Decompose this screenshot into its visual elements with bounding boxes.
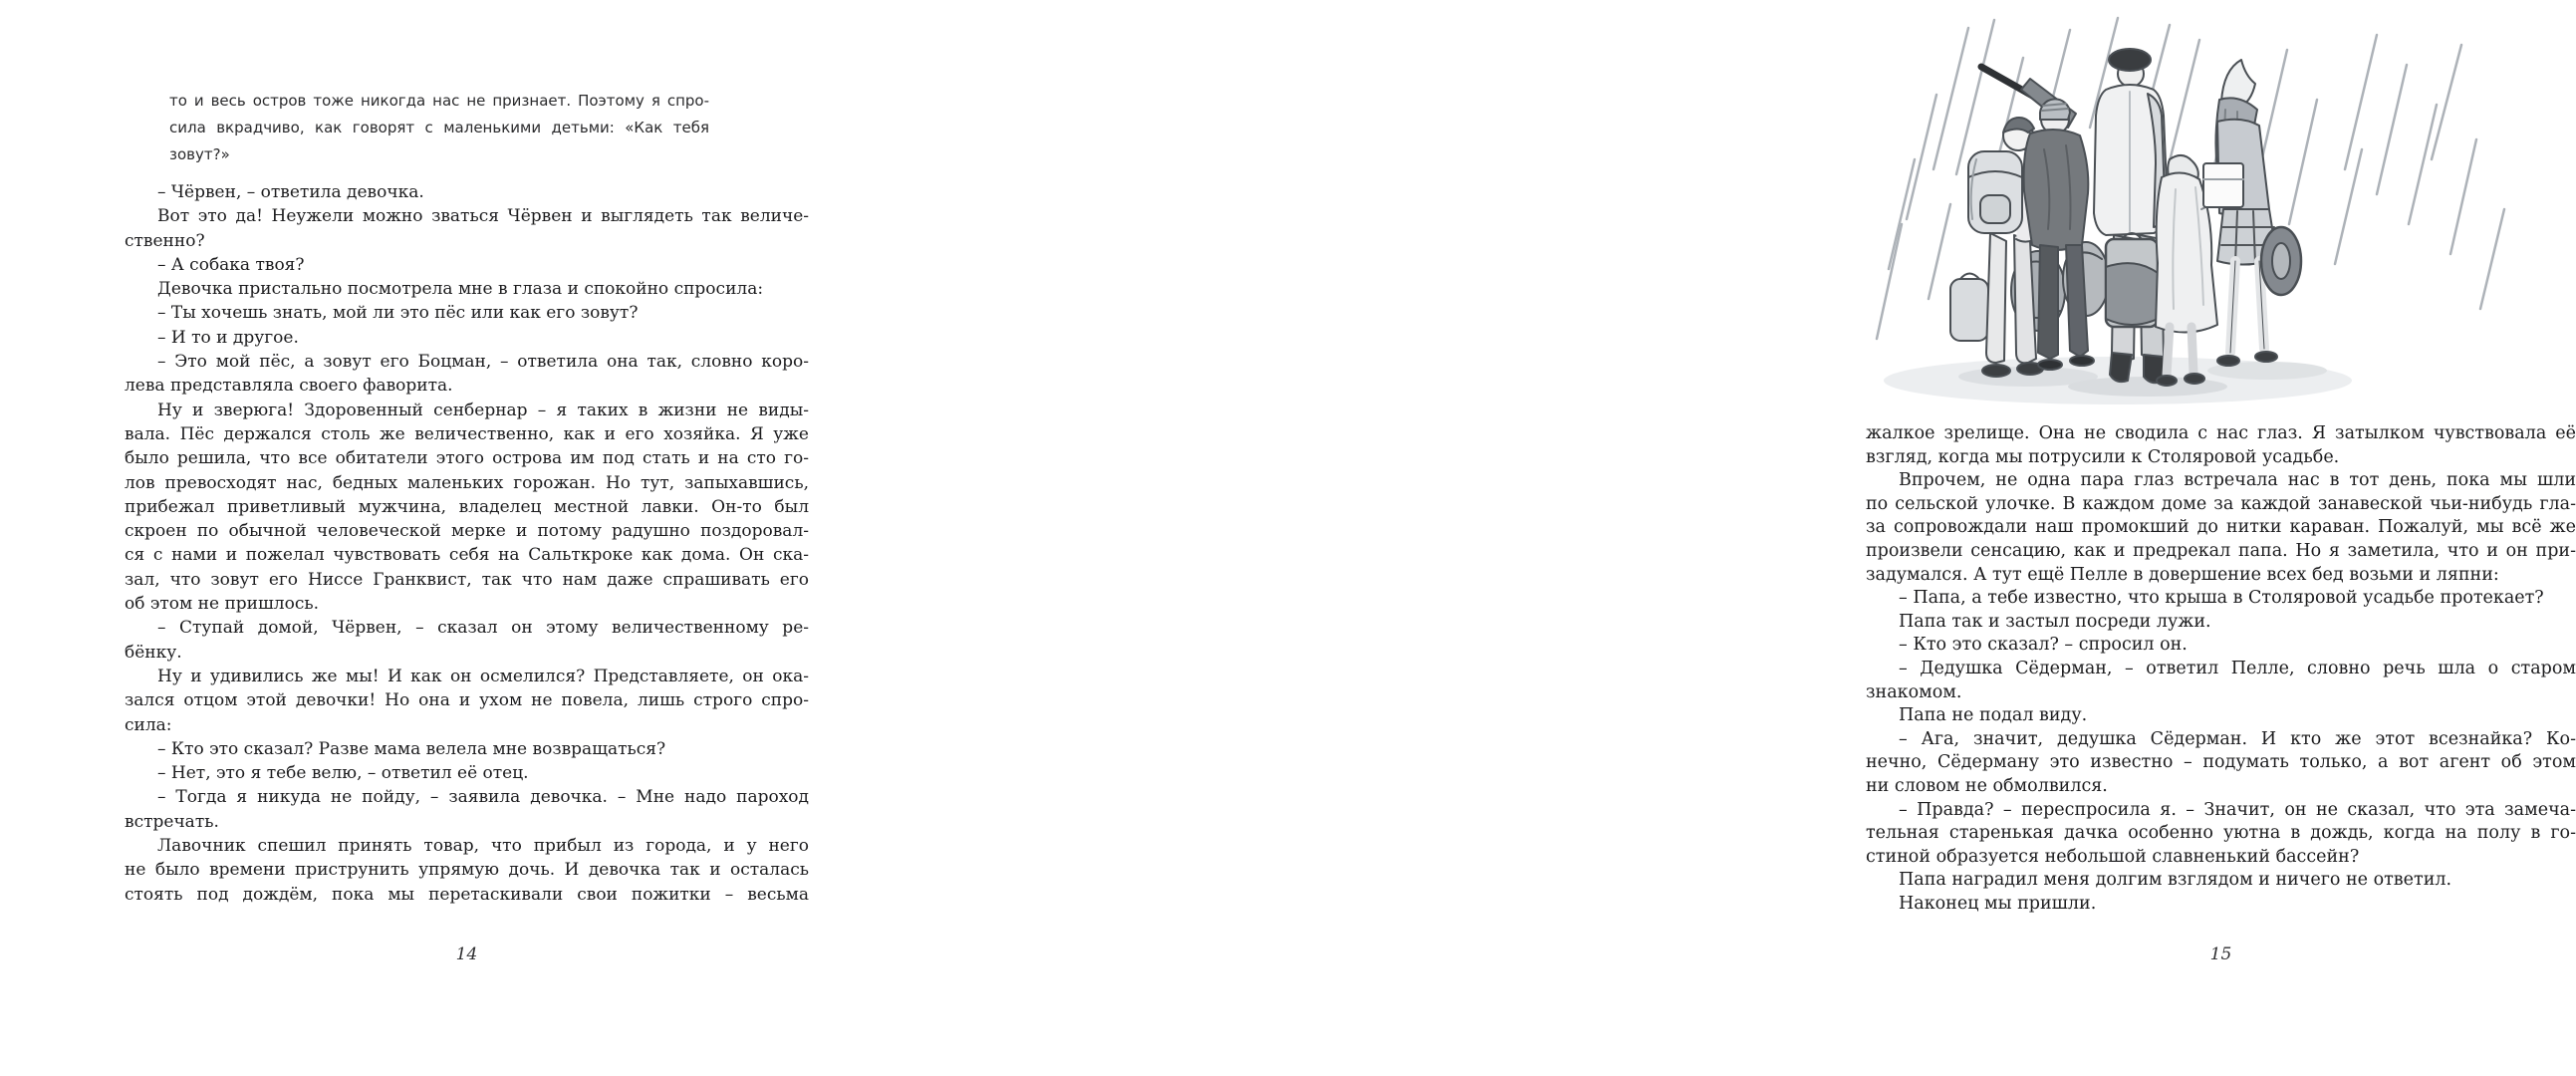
text-line: по сельской улочке. В каждом доме за каждой занавеской чьи-нибудь гла- xyxy=(1866,493,2576,514)
text-line: задумался. А тут ещё Пелле в довершение всех бед возьми и ляпни: xyxy=(1866,564,2499,585)
text-line: стиной образуется небольшой славненький бассейн? xyxy=(1866,846,2360,867)
text-line: Папа так и застыл посреди лужи. xyxy=(1899,611,2211,632)
text-line: вала. Пёс держался столь же величественно, как и его хозяйка. Я уже xyxy=(125,423,809,444)
page-number-right: 15 xyxy=(2209,944,2232,964)
text-line: Ну и удивились же мы! И как он осмелился? Представляете, он ока- xyxy=(157,666,809,686)
text-line: бёнку. xyxy=(125,642,182,663)
text-line: прибежал приветливый мужчина, владелец местной лавки. Он-то был xyxy=(125,496,809,517)
intro-paragraph xyxy=(169,88,709,168)
text-line: за сопровождали наш промокший до нитки караван. Пожалуй, мы всё же xyxy=(1866,517,2576,538)
text-line: ни словом не обмолвился. xyxy=(1866,775,2108,796)
text-line: ся с нами и пожелал чувствовать себя на Сальткроке как дома. Он ска- xyxy=(125,545,809,566)
text-line: – Ты хочешь знать, мой ли это пёс или как его зовут? xyxy=(157,303,639,324)
text-line: взгляд, когда мы потрусили к Столяровой усадьбе. xyxy=(1866,446,2340,467)
text-line: – Нет, это я тебе велю, – ответил её отец. xyxy=(157,763,529,784)
text-line: – Ступай домой, Чёрвен, – сказал он этому величественному ре- xyxy=(157,618,809,639)
text-line: – И то и другое. xyxy=(157,327,299,348)
text-line: – Кто это сказал? – спросил он. xyxy=(1899,635,2188,656)
text-line: было решила, что все обитатели этого острова им под стать и на сто го- xyxy=(125,448,809,469)
suitcase-small-shape xyxy=(1950,274,1988,342)
text-line: жалкое зрелище. Она не сводила с нас глаз. Я затылком чувствовала её xyxy=(1866,423,2576,443)
text-line: – А собака твоя? xyxy=(157,254,305,275)
page-number-left: 14 xyxy=(455,944,478,964)
text-line: – Чёрвен, – ответила девочка. xyxy=(157,182,424,202)
text-line: не было времени приструнить упрямую дочь. И девочка так и осталась xyxy=(125,860,809,881)
text-line: Наконец мы пришли. xyxy=(1899,893,2097,914)
page-right xyxy=(893,0,2576,1076)
text-line: зался отцом этой девочки! Но она и ухом не повела, лишь строго спро- xyxy=(125,690,809,711)
text-line: знакомом. xyxy=(1866,681,1962,702)
text-line: Папа наградил меня долгим взглядом и ничего не ответил. xyxy=(1899,870,2452,891)
family-in-rain-illustration xyxy=(1819,10,2516,413)
text-line: встречать. xyxy=(125,811,219,832)
text-line: – Это мой пёс, а зовут его Боцман, – ответила она так, словно коро- xyxy=(157,352,809,373)
text-line: скроен по обычной человеческой мерке и потому радушно поздоровал- xyxy=(125,521,809,542)
text-line: нечно, Сёдерману это известно – подумать только, а вот агент об этом xyxy=(1866,752,2576,773)
left-text-column xyxy=(125,180,809,907)
text-line: сила: xyxy=(125,714,172,735)
girl-with-parcel-figure xyxy=(2203,60,2301,366)
text-line: – Тогда я никуда не пойду, – заявила девочка. – Мне надо пароход xyxy=(157,787,809,808)
text-line: Ну и зверюга! Здоровенный сенбернар – я таких в жизни не виды- xyxy=(157,400,809,420)
text-line: сила вкрадчиво, как говорят с маленькими детьми: «Как тебя xyxy=(169,119,709,136)
text-line: – Дедушка Сёдерман, – ответил Пелле, словно речь шла о старом xyxy=(1899,658,2576,678)
text-line: – Кто это сказал? Разве мама велела мне возвращаться? xyxy=(157,738,666,759)
text-line: Лавочник спешил принять товар, что прибыл из города, и у него xyxy=(157,836,809,857)
text-line: Девочка пристально посмотрела мне в глаза и спокойно спросила: xyxy=(157,279,764,300)
text-line: Впрочем, не одна пара глаз встречала нас в тот день, пока мы шли xyxy=(1899,470,2576,491)
parcel-box-shape xyxy=(2203,163,2243,207)
text-line: зал, что зовут его Ниссе Гранквист, так что нам даже спрашивать его xyxy=(125,569,809,590)
text-line: то и весь остров тоже никогда нас не признает. Поэтому я спро- xyxy=(169,92,709,110)
text-line: Папа не подал виду. xyxy=(1899,705,2088,726)
text-line: стоять под дождём, пока мы перетаскивали свои пожитки – весьма xyxy=(125,884,809,905)
page-left xyxy=(0,0,893,1076)
text-line: – Правда? – переспросила я. – Значит, он не сказал, что эта замеча- xyxy=(1899,799,2576,820)
text-line: – Ага, значит, дедушка Сёдерман. И кто же этот всезнайка? Ко- xyxy=(1899,728,2576,749)
text-line: – Папа, а тебе известно, что крыша в Столяровой усадьбе протекает? xyxy=(1899,588,2544,609)
text-line: лева представляла своего фаворита. xyxy=(125,376,453,397)
text-line: лов превосходят нас, бедных маленьких горожан. Но тут, запыхавшись, xyxy=(125,472,809,493)
text-line: произвели сенсацию, как и предрекал папа. Но я заметила, что и он при- xyxy=(1866,540,2576,561)
text-line: тельная старенькая дачка особенно уютна в дождь, когда на полу в го- xyxy=(1866,823,2576,844)
text-line: Вот это да! Неужели можно зваться Чёрвен и выглядеть так величе- xyxy=(157,206,809,227)
text-line: зовут?» xyxy=(169,145,230,163)
text-line: ственно? xyxy=(125,230,205,251)
right-text-column xyxy=(1866,422,2576,916)
text-line: об этом не пришлось. xyxy=(125,594,320,615)
